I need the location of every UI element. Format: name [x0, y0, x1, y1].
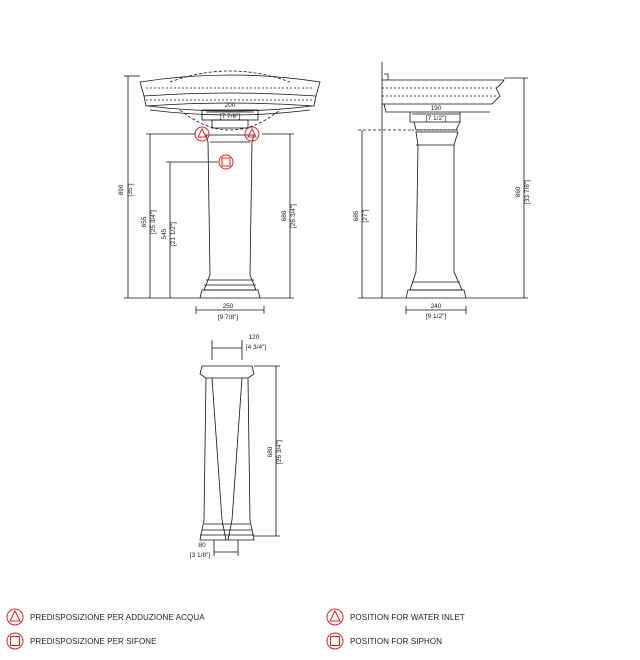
side-top-width-mm: 190: [430, 105, 442, 112]
legend-it-siphon-label: PREDISPOSIZIONE PER SIFONE: [30, 636, 157, 646]
front-siphon-height-in: [21 1/2"]: [170, 222, 177, 246]
front-view: [124, 71, 320, 314]
front-basin-width-mm: 200: [224, 102, 236, 109]
legend-en-siphon-label: POSITION FOR SIPHON: [350, 636, 443, 646]
front-inlet-height-in: [25 3/4"]: [150, 210, 157, 234]
legend-en-water-inlet: [326, 608, 465, 626]
front-total-height-mm: 890: [118, 184, 125, 196]
side-view: [358, 62, 528, 314]
pedestal-height-mm: 680: [267, 446, 274, 458]
side-pedestal-height-mm: 685: [353, 210, 360, 222]
pedestal-top-width-in: [4 3/4"]: [245, 344, 267, 351]
legend-it-siphon: [6, 632, 157, 650]
pedestal-bottom-width-in: [3 1/8"]: [189, 552, 211, 559]
front-inlet-height-mm: 655: [141, 216, 148, 228]
legend-en-water-inlet-label: POSITION FOR WATER INLET: [350, 612, 465, 622]
siphon-legend-icon: [6, 632, 24, 650]
legend-it-water-inlet-label: PREDISPOSIZIONE PER ADDUZIONE ACQUA: [30, 612, 205, 622]
water-inlet-legend-icon: [326, 608, 344, 626]
side-top-width-in: [7 1/2"]: [425, 115, 447, 122]
front-total-height-in: [35"]: [127, 183, 134, 197]
side-base-width-mm: 240: [430, 303, 442, 310]
front-pedestal-height-in: [26 3/4"]: [290, 204, 297, 228]
pedestal-top-width-mm: 120: [248, 334, 260, 341]
front-pedestal-height-mm: 680: [281, 210, 288, 222]
front-base-width-in: [9 7/8"]: [217, 314, 239, 321]
front-basin-width-in: [7 7/8"]: [219, 113, 241, 120]
side-total-height-mm: 860: [515, 186, 522, 198]
pedestal-bottom-width-mm: 80: [198, 542, 206, 549]
front-siphon-height-mm: 545: [161, 228, 168, 240]
siphon-marker: [219, 155, 233, 169]
siphon-legend-icon: [326, 632, 344, 650]
water-inlet-legend-icon: [6, 608, 24, 626]
side-total-height-in: [33 7/8"]: [524, 180, 531, 204]
pedestal-height-in: [26 3/4"]: [276, 440, 283, 464]
side-base-width-in: [9 1/2"]: [425, 313, 447, 320]
legend-en-siphon: [326, 632, 442, 650]
side-pedestal-height-in: [27"]: [362, 209, 369, 223]
legend-it-water-inlet: [6, 608, 205, 626]
front-base-width-mm: 250: [222, 303, 234, 310]
